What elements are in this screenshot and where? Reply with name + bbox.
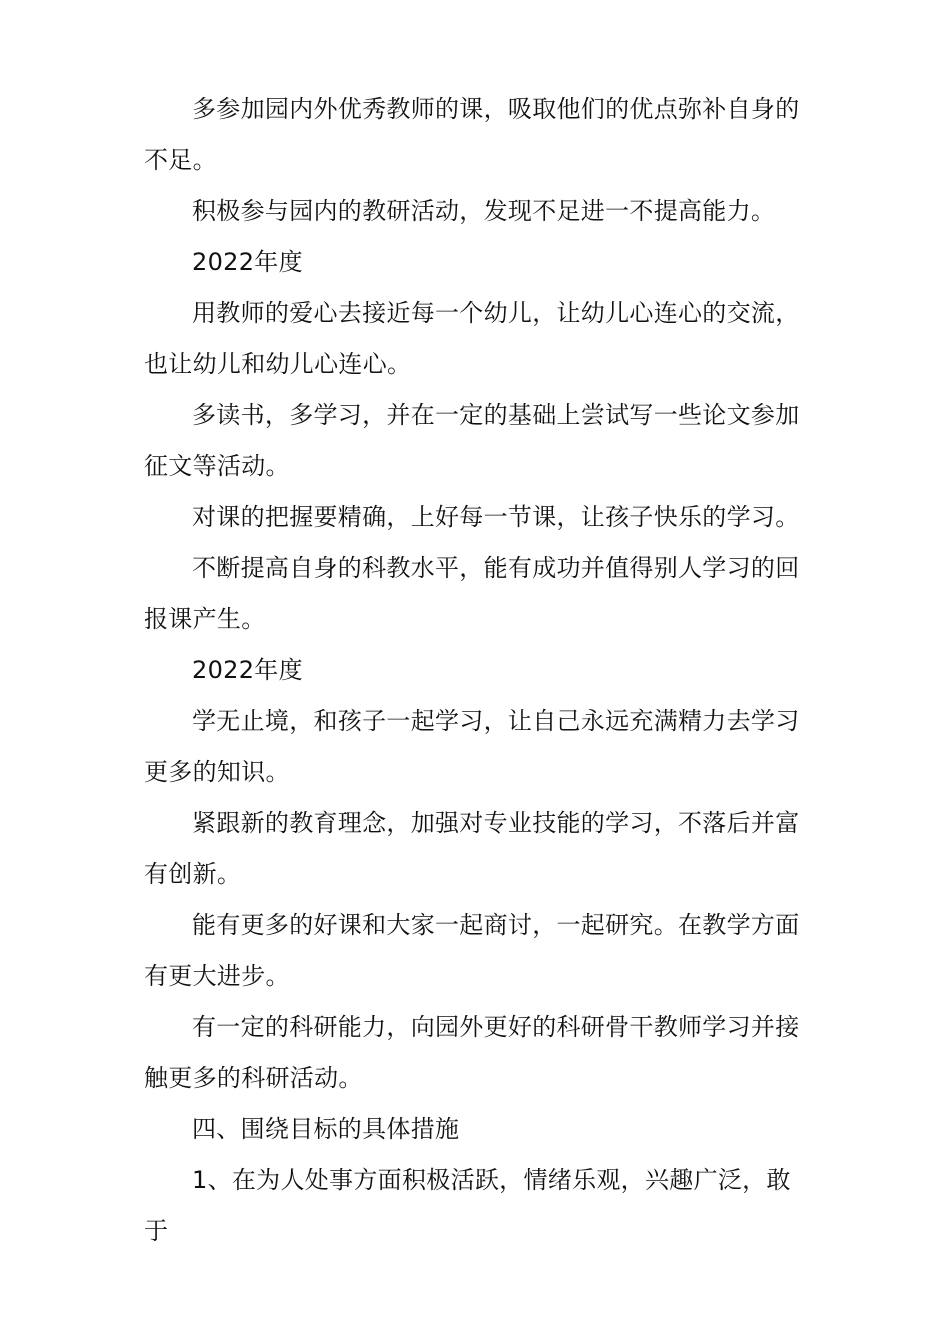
section-heading: 四、围绕目标的具体措施 bbox=[192, 1115, 460, 1143]
paragraph: 不断提高自身的科教水平，能有成功并值得别人学习的回报课产生。 bbox=[144, 554, 800, 633]
paragraph: 1、在为人处事方面积极活跃，情绪乐观，兴趣广泛，敢于 bbox=[144, 1166, 791, 1245]
paragraph: 用教师的爱心去接近每一个幼儿，让幼儿心连心的交流，也让幼儿和幼儿心连心。 bbox=[144, 299, 800, 378]
section-year-heading: 2022年度 bbox=[192, 248, 303, 276]
paragraph: 积极参与园内的教研活动，发现不足进一不提高能力。 bbox=[192, 197, 776, 225]
section-year-heading: 2022年度 bbox=[192, 656, 303, 684]
paragraph: 对课的把握要精确，上好每一节课，让孩子快乐的学习。 bbox=[192, 503, 800, 531]
paragraph: 多读书，多学习，并在一定的基础上尝试写一些论文参加征文等活动。 bbox=[144, 401, 800, 480]
paragraph: 学无止境，和孩子一起学习，让自己永远充满精力去学习更多的知识。 bbox=[144, 707, 800, 786]
paragraph: 紧跟新的教育理念，加强对专业技能的学习，不落后并富有创新。 bbox=[144, 809, 800, 888]
paragraph: 能有更多的好课和大家一起商讨，一起研究。在教学方面有更大进步。 bbox=[144, 911, 800, 990]
paragraph: 有一定的科研能力，向园外更好的科研骨干教师学习并接触更多的科研活动。 bbox=[144, 1013, 800, 1092]
document-body bbox=[144, 84, 810, 1257]
paragraph: 多参加园内外优秀教师的课，吸取他们的优点弥补自身的不足。 bbox=[144, 95, 800, 174]
